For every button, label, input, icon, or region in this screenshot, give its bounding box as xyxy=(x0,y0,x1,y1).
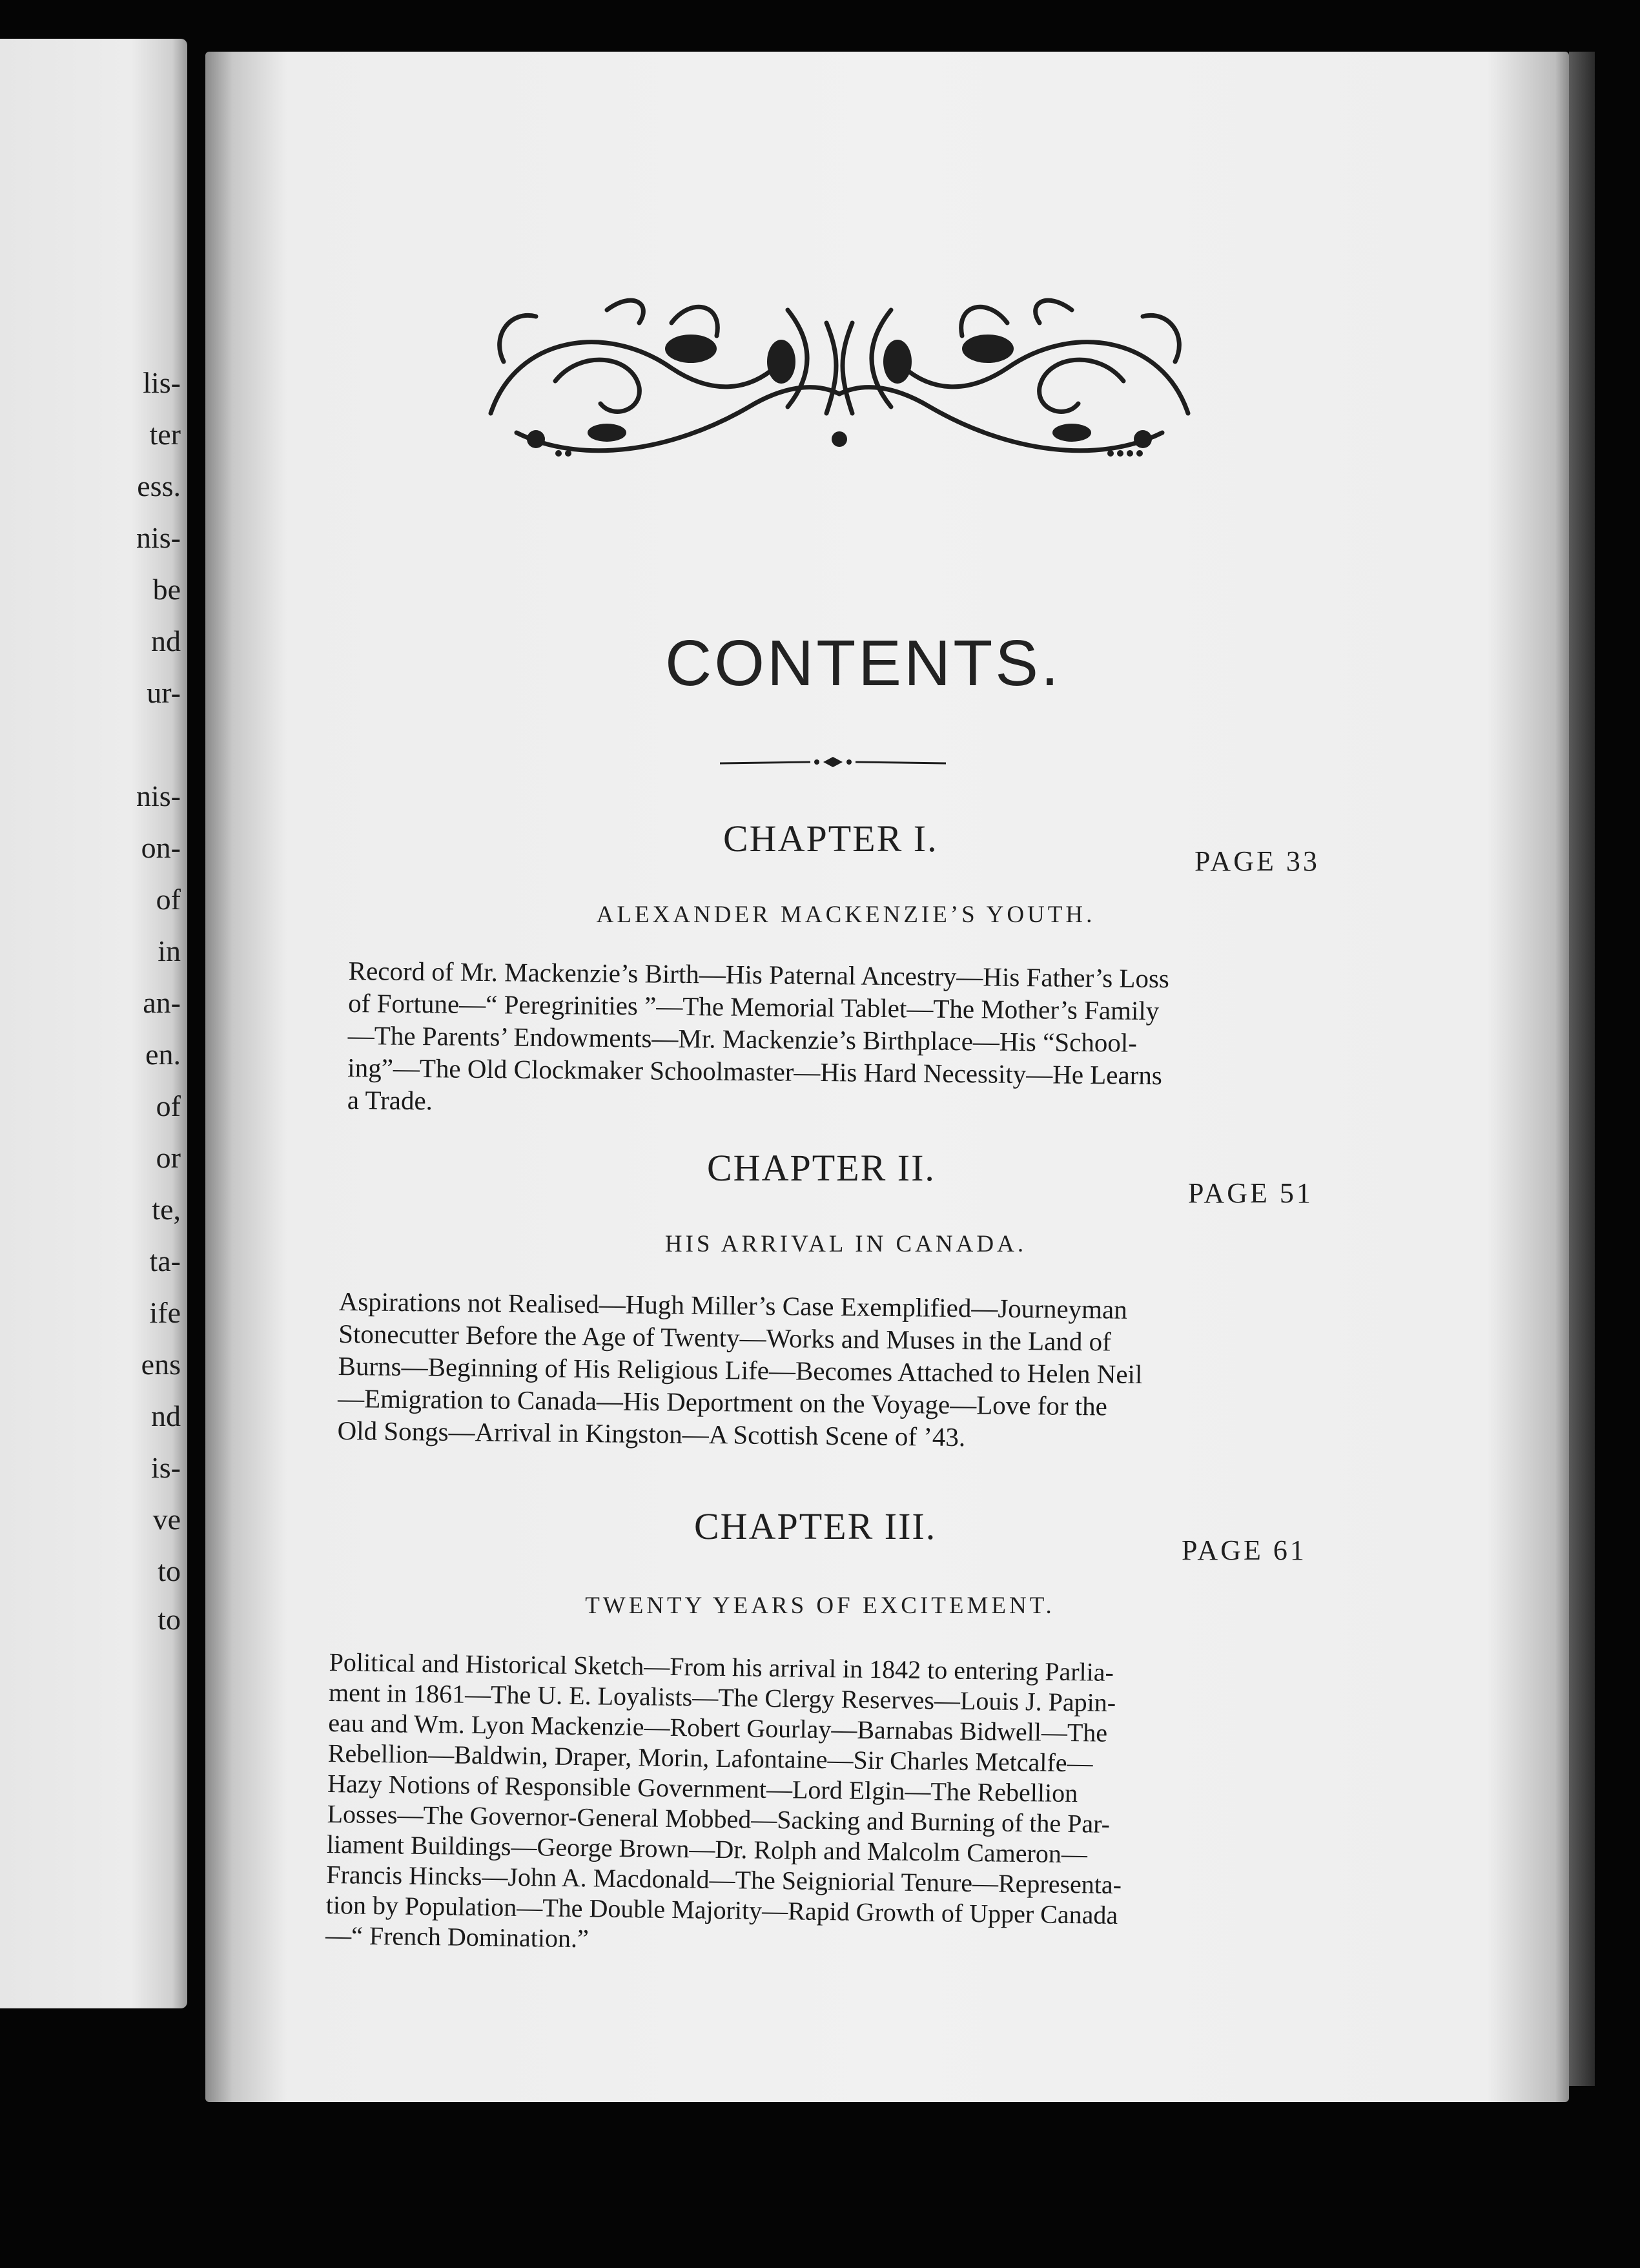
left-page-fragment: or xyxy=(156,1141,181,1174)
left-page-fragment: ur- xyxy=(147,676,181,709)
left-page-fragment: te, xyxy=(152,1193,181,1226)
chapter-summary xyxy=(347,954,1330,1126)
ornament-headpiece xyxy=(478,284,1201,465)
left-page-fragment: ess. xyxy=(137,469,181,502)
chapter-page-number: PAGE 33 xyxy=(1194,845,1320,877)
summary-line: —The Parents’ Endowments—Mr. Mackenzie’s Birthplace—His “School- xyxy=(347,1020,1138,1058)
left-page-fragment: ens xyxy=(141,1348,181,1381)
chapter-summary xyxy=(325,1647,1311,1963)
left-page xyxy=(0,39,187,2008)
left-page-fragment: ve xyxy=(152,1503,181,1536)
summary-line: Stonecutter Before the Age of Twenty—Works and Muses in the Land of xyxy=(338,1318,1111,1357)
left-page-fragment: is- xyxy=(151,1451,181,1484)
chapter-page-number: PAGE 51 xyxy=(1188,1177,1313,1209)
summary-line: Record of Mr. Mackenzie’s Birth—His Paternal Ancestry—His Father’s Loss xyxy=(348,955,1170,994)
left-page-fragment: ta- xyxy=(149,1244,181,1277)
summary-line: of Fortune—“ Peregrinities ”—The Memorial Tablet—The Mother’s Family xyxy=(348,987,1160,1026)
left-page-fragment: an- xyxy=(143,986,181,1019)
left-page-fragment: nd xyxy=(151,1399,181,1432)
summary-line: Old Songs—Arrival in Kingston—A Scottish Scene of ’43. xyxy=(337,1415,966,1452)
left-page-fragment: nd xyxy=(151,624,181,657)
book-edge xyxy=(1569,52,1595,2086)
summary-line: ing”—The Old Clockmaker Schoolmaster—His Hard Necessity—He Learns xyxy=(347,1052,1163,1091)
summary-line: Political and Historical Sketch—From his arrival in 1842 to entering Parlia- xyxy=(329,1647,1114,1687)
left-page-fragment: lis- xyxy=(143,366,181,399)
chapter-subtitle: TWENTY YEARS OF EXCITEMENT. xyxy=(585,1593,1055,1619)
summary-line: —“ French Domination.” xyxy=(325,1920,589,1954)
chapter-heading: CHAPTER I. xyxy=(723,818,938,860)
summary-line: Rebellion—Baldwin, Draper, Morin, Lafontaine—Sir Charles Metcalfe— xyxy=(327,1738,1093,1778)
chapter-subtitle: HIS ARRIVAL IN CANADA. xyxy=(664,1231,1027,1257)
chapter-page-number: PAGE 61 xyxy=(1182,1534,1307,1566)
summary-line: Aspirations not Realised—Hugh Miller’s Case Exemplified—Journeyman xyxy=(338,1286,1127,1325)
left-page-fragment: in xyxy=(158,934,181,967)
chapter-heading: CHAPTER II. xyxy=(707,1147,936,1189)
left-page-fragment: ife xyxy=(149,1296,181,1329)
left-page-fragment: nis- xyxy=(136,779,181,812)
summary-line: Francis Hincks—John A. Macdonald—The Seigniorial Tenure—Representa- xyxy=(326,1859,1122,1900)
summary-line: —Emigration to Canada—His Deportment on the Voyage—Love for the xyxy=(337,1383,1108,1421)
left-page-fragment: nis- xyxy=(136,521,181,554)
summary-line: tion by Population—The Double Majority—Rapid Growth of Upper Canada xyxy=(325,1890,1118,1930)
chapter-heading: CHAPTER III. xyxy=(694,1505,937,1547)
summary-line: Burns—Beginning of His Religious Life—Becomes Attached to Helen Neil xyxy=(338,1350,1143,1390)
left-page-fragment: of xyxy=(156,883,181,916)
left-page-fragment: to xyxy=(158,1554,181,1587)
left-page-fragment: be xyxy=(152,573,181,606)
title-rule xyxy=(720,749,946,775)
summary-line: Hazy Notions of Responsible Government—Lord Elgin—The Rebellion xyxy=(327,1768,1078,1808)
summary-line: a Trade. xyxy=(347,1084,433,1116)
left-page-fragment: on- xyxy=(141,831,181,864)
left-page-fragment: to xyxy=(158,1603,181,1636)
chapter-summary xyxy=(337,1285,1320,1457)
summary-line: eau and Wm. Lyon Mackenzie—Robert Gourlay—Barnabas Bidwell—The xyxy=(328,1707,1108,1747)
summary-line: Losses—The Governor-General Mobbed—Sacking and Burning of the Par- xyxy=(327,1799,1111,1839)
summary-line: liament Buildings—George Brown—Dr. Rolph and Malcolm Cameron— xyxy=(326,1829,1088,1869)
summary-line: ment in 1861—The U. E. Loyalists—The Clergy Reserves—Louis J. Papin- xyxy=(328,1677,1116,1717)
chapter-subtitle: ALEXANDER MACKENZIE’S YOUTH. xyxy=(596,902,1096,928)
page-title: CONTENTS. xyxy=(665,627,1061,699)
left-page-fragment: ter xyxy=(149,418,181,451)
left-page-fragment: of xyxy=(156,1089,181,1122)
left-page-fragment: en. xyxy=(145,1038,181,1071)
